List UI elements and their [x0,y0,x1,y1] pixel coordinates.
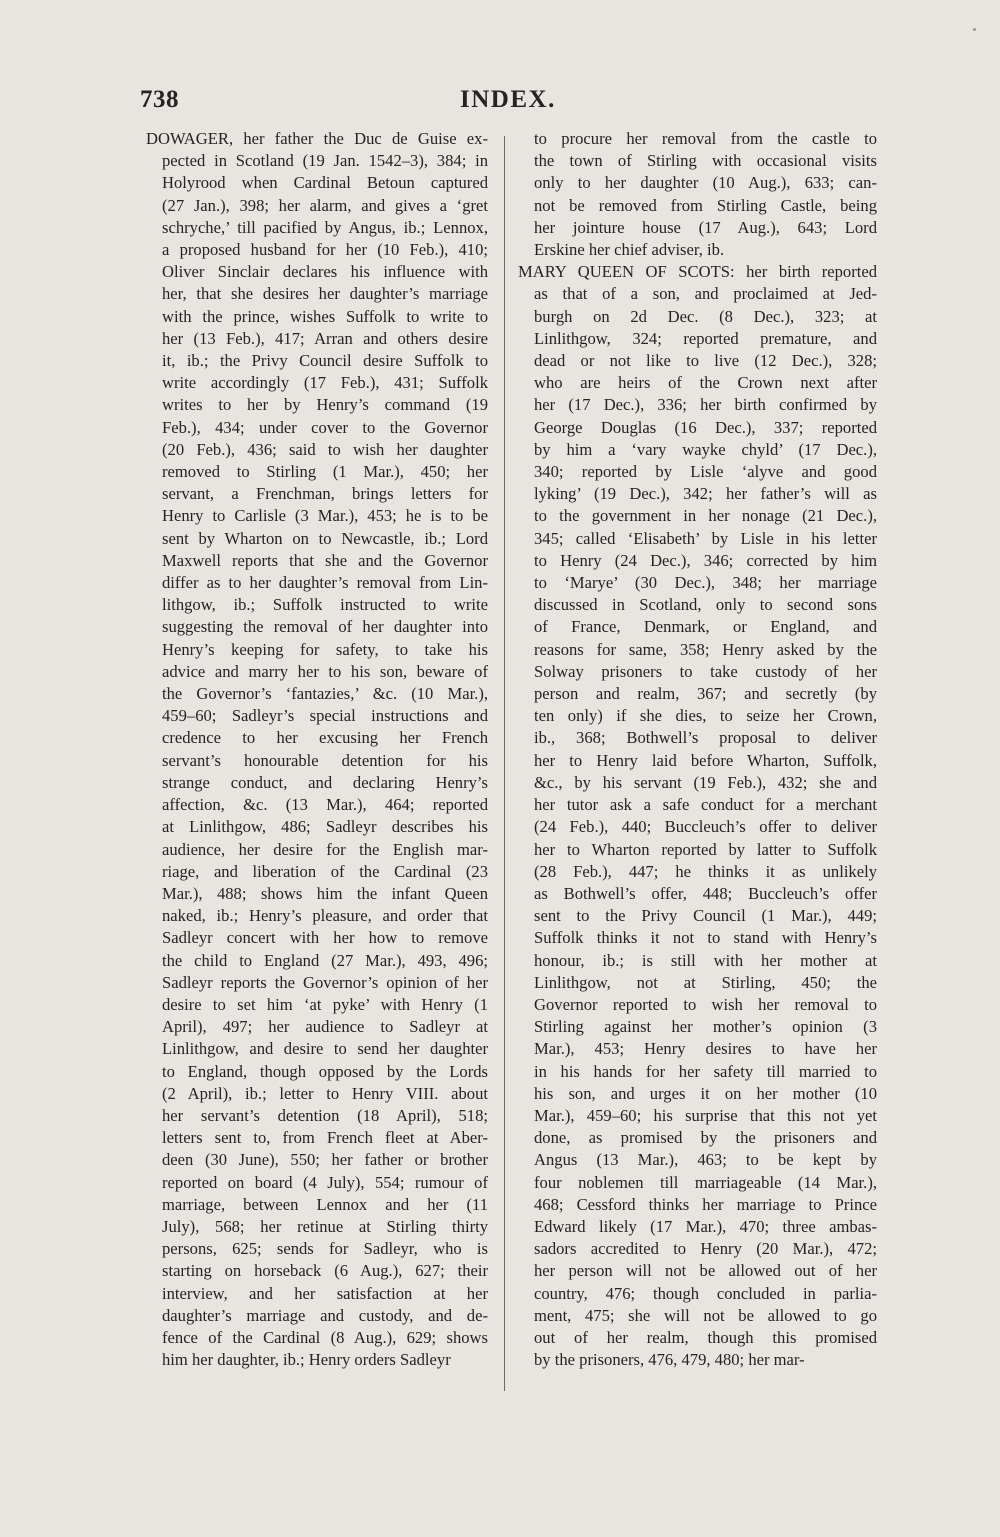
index-line: servant’s honourable detention for his [162,750,488,770]
index-line: sent to the Privy Council (1 Mar.), 449; [534,906,877,926]
index-line: (20 Feb.), 436; said to wish her daughter [162,439,488,459]
index-line: naked, ib.; Henry’s pleasure, and order that [162,906,488,926]
index-line: country, 476; though concluded in parlia- [534,1283,877,1303]
index-line: the Governor’s ‘fantazies,’ &c. (10 Mar.), [162,684,488,704]
index-line: Erskine her chief adviser, ib. [534,240,725,260]
index-line: by the prisoners, 476, 479, 480; her mar- [534,1350,805,1370]
index-line: 459–60; Sadleyr’s special instructions and [162,706,488,726]
index-line: her, that she desires her daughter’s marriage [162,284,488,304]
index-line: Holyrood when Cardinal Betoun captured [162,173,488,193]
index-line: done, as promised by the prisoners and [534,1128,877,1148]
index-line: writes to her by Henry’s command (19 [162,395,488,415]
index-line: starting on horseback (6 Aug.), 627; their [162,1261,488,1281]
index-line: 468; Cessford thinks her marriage to Prince [534,1194,877,1214]
index-line: four noblemen till marriageable (14 Mar.), [534,1172,877,1192]
index-line: who are heirs of the Crown next after [534,373,877,393]
index-line: his son, and urges it on her mother (10 [534,1083,877,1103]
index-line: her person will not be allowed out of her [534,1261,877,1281]
index-line: audience, her desire for the English mar- [162,839,488,859]
index-line: Sadleyr concert with her how to remove [162,928,488,948]
index-line: Stirling against her mother’s opinion (3 [534,1017,877,1037]
index-line: removed to Stirling (1 Mar.), 450; her [162,462,488,482]
index-line: strange conduct, and declaring Henry’s [162,772,488,792]
index-line: only to her daughter (10 Aug.), 633; can- [534,173,877,193]
index-line: to ‘Marye’ (30 Dec.), 348; her marriage [534,573,877,593]
index-line: interview, and her satisfaction at her [162,1283,488,1303]
index-line: letters sent to, from French fleet at Aber- [162,1128,488,1148]
index-line: her tutor ask a safe conduct for a merchant [534,795,877,815]
index-line: at Linlithgow, 486; Sadleyr describes his [162,817,488,837]
index-line: MARY QUEEN OF SCOTS: her birth reported [518,262,877,282]
index-line: marriage, between Lennox and her (11 [162,1194,488,1214]
index-line: Solway prisoners to take custody of her [534,661,877,681]
index-line: schryche,’ till pacified by Angus, ib.; Lennox, [162,217,488,237]
index-line: ment, 475; she will not be allowed to go [534,1305,877,1325]
index-line: &c., by his servant (19 Feb.), 432; she and [534,772,877,792]
index-line: deen (30 June), 550; her father or brother [162,1150,488,1170]
index-line: her (13 Feb.), 417; Arran and others desire [162,328,488,348]
index-line: Mar.), 453; Henry desires to have her [534,1039,877,1059]
index-line: honour, ib.; is still with her mother at [534,950,877,970]
page-number: 738 [140,86,179,113]
index-line: Angus (13 Mar.), 463; to be kept by [534,1150,877,1170]
index-line: persons, 625; sends for Sadleyr, who is [162,1239,488,1259]
index-line: burgh on 2d Dec. (8 Dec.), 323; at [534,306,877,326]
index-line: suggesting the removal of her daughter into [162,617,488,637]
index-line: as Bothwell’s offer, 448; Buccleuch’s offer [534,883,877,903]
index-line: Oliver Sinclair declares his influence with [162,262,488,282]
index-line: to Henry (24 Dec.), 346; corrected by him [534,550,877,570]
index-line: her servant’s detention (18 April), 518; [162,1105,488,1125]
index-line: riage, and liberation of the Cardinal (23 [162,861,488,881]
index-line: Henry to Carlisle (3 Mar.), 453; he is to be [162,506,488,526]
index-line: (24 Feb.), 440; Buccleuch’s offer to deliver [534,817,877,837]
index-line: affection, &c. (13 Mar.), 464; reported [162,795,488,815]
index-line: pected in Scotland (19 Jan. 1542–3), 384; in [162,151,488,171]
index-line: 345; called ‘Elisabeth’ by Lisle in his letter [534,528,877,548]
index-line: DOWAGER, her father the Duc de Guise ex- [146,129,488,148]
index-line: 340; reported by Lisle ‘alyve and good [534,462,877,482]
index-line: of France, Denmark, or England, and [534,617,877,637]
index-line: as that of a son, and proclaimed at Jed- [534,284,877,304]
index-line: not be removed from Stirling Castle, being [534,195,877,215]
index-line: Henry’s keeping for safety, to take his [162,639,488,659]
index-line: ib., 368; Bothwell’s proposal to deliver [534,728,877,748]
index-line: by him a ‘vary wayke chyld’ (17 Dec.), [534,439,877,459]
index-line: desire to set him ‘at pyke’ with Henry (1 [162,994,488,1014]
index-line: discussed in Scotland, only to second sons [534,595,877,615]
index-line: (2 April), ib.; letter to Henry VIII. about [162,1083,488,1103]
page-title: INDEX. [460,86,556,113]
paper-speck [973,28,976,31]
index-line: Maxwell reports that she and the Governor [162,550,488,570]
index-line: Sadleyr reports the Governor’s opinion of her [162,972,488,992]
index-line: ten only) if she dies, to seize her Crown, [534,706,877,726]
right-column [518,128,877,1371]
index-line: write accordingly (17 Feb.), 431; Suffolk [162,373,488,393]
index-line: reasons for same, 358; Henry asked by the [534,639,877,659]
index-line: Linlithgow, not at Stirling, 450; the [534,972,877,992]
index-line: George Douglas (16 Dec.), 337; reported [534,417,877,437]
index-line: Linlithgow, 324; reported premature, and [534,328,877,348]
index-line: in his hands for her safety till married to [534,1061,877,1081]
index-line: Mar.), 459–60; his surprise that this not yet [534,1105,877,1125]
index-line: Linlithgow, and desire to send her daughter [162,1039,488,1059]
index-line: him her daughter, ib.; Henry orders Sadleyr [162,1350,451,1370]
index-line: her (17 Dec.), 336; her birth confirmed by [534,395,877,415]
left-column [146,128,488,1371]
index-line: her to Henry laid before Wharton, Suffolk, [534,750,877,770]
index-line: her to Wharton reported by latter to Suffolk [534,839,877,859]
index-line: (27 Jan.), 398; her alarm, and gives a ‘gret [162,195,488,215]
index-line: to England, though opposed by the Lords [162,1061,488,1081]
index-line: July), 568; her retinue at Stirling thirty [162,1216,488,1236]
index-line: the town of Stirling with occasional visits [534,151,877,171]
index-line: with the prince, wishes Suffolk to write to [162,306,488,326]
index-line: lithgow, ib.; Suffolk instructed to write [162,595,488,615]
index-line: sadors accredited to Henry (20 Mar.), 472; [534,1239,877,1259]
index-line: sent by Wharton on to Newcastle, ib.; Lord [162,528,488,548]
index-line: the child to England (27 Mar.), 493, 496; [162,950,488,970]
index-line: it, ib.; the Privy Council desire Suffolk to [162,351,488,371]
index-line: Mar.), 488; shows him the infant Queen [162,883,488,903]
index-line: Feb.), 434; under cover to the Governor [162,417,488,437]
index-line: Suffolk thinks it not to stand with Henry’s [534,928,877,948]
index-line: her jointure house (17 Aug.), 643; Lord [534,217,877,237]
index-line: lyking’ (19 Dec.), 342; her father’s will as [534,484,877,504]
index-line: April), 497; her audience to Sadleyr at [162,1017,488,1037]
index-line: (28 Feb.), 447; he thinks it as unlikely [534,861,877,881]
index-line: a proposed husband for her (10 Feb.), 410; [162,240,488,260]
index-line: person and realm, 367; and secretly (by [534,684,877,704]
column-divider [504,136,505,1391]
index-line: to procure her removal from the castle to [534,129,877,148]
index-line: servant, a Frenchman, brings letters for [162,484,488,504]
index-line: out of her realm, though this promised [534,1327,877,1347]
index-line: daughter’s marriage and custody, and de- [162,1305,488,1325]
index-line: credence to her excusing her French [162,728,488,748]
index-line: fence of the Cardinal (8 Aug.), 629; shows [162,1327,488,1347]
index-line: Governor reported to wish her removal to [534,994,877,1014]
index-line: dead or not like to live (12 Dec.), 328; [534,351,877,371]
index-line: to the government in her nonage (21 Dec.), [534,506,877,526]
index-line: differ as to her daughter’s removal from Lin- [162,573,488,593]
index-line: Edward likely (17 Mar.), 470; three ambas- [534,1216,877,1236]
index-line: advice and marry her to his son, beware of [162,661,488,681]
index-line: reported on board (4 July), 554; rumour of [162,1172,488,1192]
